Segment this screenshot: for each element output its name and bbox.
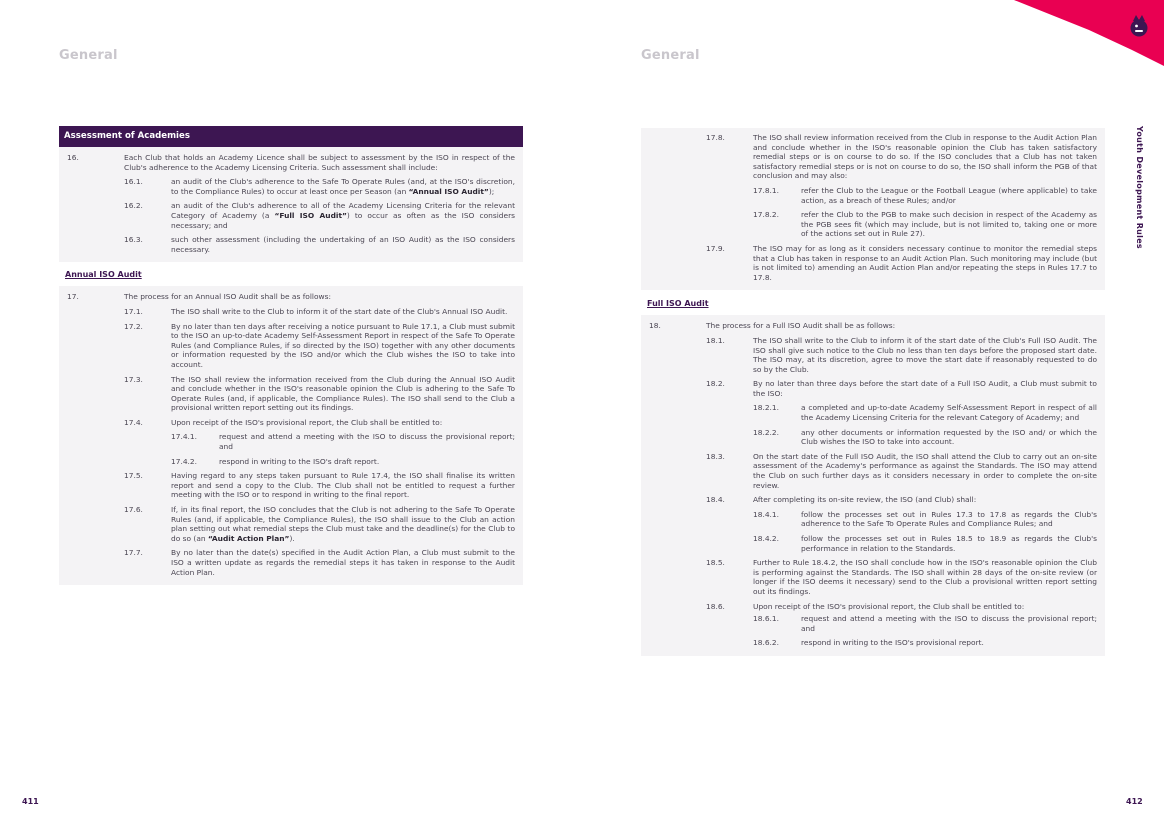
rule-item xyxy=(67,322,515,370)
rule-text-part: ) to occur as often as the ISO considers necessary; and xyxy=(171,210,516,230)
annual-iso-audit-heading: Annual ISO Audit xyxy=(65,270,142,280)
rule-item xyxy=(67,457,515,467)
rule-item xyxy=(67,153,515,172)
rule-number: 17.2. xyxy=(124,321,143,331)
full-iso-audit-heading: Full ISO Audit xyxy=(647,299,709,309)
rule-number: 16.2. xyxy=(124,201,143,211)
rule-number: 18.4. xyxy=(706,495,725,505)
rule-item xyxy=(649,614,1097,633)
rule-text-part: an audit of the Club's adherence to the Safe To Operate Rules (and, at the ISO's discretion, to the Compliance Rules) to occur at least once per Season (an xyxy=(171,177,515,196)
rule-17-continued-panel xyxy=(641,128,1105,290)
rule-text xyxy=(171,505,515,543)
left-column xyxy=(59,126,523,585)
rule-item xyxy=(67,432,515,451)
rule-number: 17.3. xyxy=(124,374,143,384)
right-column xyxy=(641,128,1105,656)
rule-item xyxy=(649,510,1097,529)
defined-term: “Annual ISO Audit” xyxy=(408,186,489,196)
rule-text: The process for a Full ISO Audit shall be as follows: xyxy=(706,321,896,331)
rule-text xyxy=(171,201,515,230)
left-page-header: General xyxy=(59,48,118,63)
rule-item xyxy=(649,186,1097,205)
rule-item xyxy=(649,452,1097,490)
rule-item xyxy=(649,602,1097,612)
rule-text: By no later than three days before the start date of a Full ISO Audit, a Club must submit to the ISO: xyxy=(753,379,1097,398)
rule-item xyxy=(67,292,515,302)
rule-text: After completing its on-site review, the ISO (and Club) shall: xyxy=(753,495,977,505)
rule-number: 16.3. xyxy=(124,235,143,245)
rule-number: 17.8.2. xyxy=(753,210,780,220)
rule-item xyxy=(649,379,1097,398)
rule-number: 17.5. xyxy=(124,471,143,481)
rule-text: such other assessment (including the undertaking of an ISO Audit) as the ISO considers necessary. xyxy=(171,235,515,254)
rule-item xyxy=(649,321,1097,331)
rule-text xyxy=(171,177,515,196)
rule-text: By no later than ten days after receiving a notice pursuant to Rule 17.1, a Club must submit to the ISO an up-to-date Academy Self-Assessment Report in respect of the Safe To Operate Rules (and Compliance Rules, if so directed by the ISO) together with any other documents or information requested by the ISO and/or which the Club wishes the ISO to take into account. xyxy=(171,321,515,369)
rule-text: any other documents or information requested by the ISO and/ or which the Club wishes the ISO to take into account. xyxy=(801,427,1097,447)
rule-item xyxy=(649,495,1097,505)
rule-text-part: ); xyxy=(488,186,495,196)
rule-number: 17.4.2. xyxy=(171,456,198,466)
defined-term: “Full ISO Audit” xyxy=(274,210,347,220)
rule-text: Further to Rule 18.4.2, the ISO shall conclude how in the ISO's reasonable opinion the Club is performing against the Standards. The ISO shall within 28 days of the on-site review (or longer if the ISO deems it necessary) send to the Club a provisional written report setting out its findings. xyxy=(753,558,1097,596)
side-label: Youth Development Rules xyxy=(1135,126,1144,249)
rule-18-panel xyxy=(641,315,1105,656)
rule-text: The ISO may for as long as it considers necessary continue to monitor the remedial steps that a Club has taken in response to an Audit Action Plan. Such monitoring may include (but is not limited to) amending an Audit Action Plan and/or repeating the steps in Rules 17.7 to 17.8. xyxy=(753,243,1097,282)
rule-text: follow the processes set out in Rules 17.3 to 17.8 as regards the Club's adherence to the Safe To Operate Rules and Compliance Rules; and xyxy=(801,509,1097,529)
rule-number: 18.6.2. xyxy=(753,638,780,648)
rule-item xyxy=(649,133,1097,181)
rule-17-panel xyxy=(59,286,523,585)
rule-text: request and attend a meeting with the ISO to discuss the provisional report; and xyxy=(801,614,1097,633)
rule-number: 16. xyxy=(67,153,79,162)
rule-number: 17.6. xyxy=(124,505,143,515)
rule-number: 17.4.1. xyxy=(171,432,198,442)
rule-text: respond in writing to the ISO's provisional report. xyxy=(801,638,984,648)
rule-item xyxy=(649,638,1097,648)
rule-16-panel xyxy=(59,147,523,262)
premier-league-lion-icon xyxy=(1014,0,1164,70)
rule-number: 18.2. xyxy=(706,379,725,389)
rule-item xyxy=(67,307,515,317)
rule-number: 18.3. xyxy=(706,451,725,461)
rule-item xyxy=(649,534,1097,553)
rule-number: 17.9. xyxy=(706,243,725,253)
rule-number: 18.2.2. xyxy=(753,427,780,437)
rule-number: 17.7. xyxy=(124,548,143,558)
rule-text: The ISO shall review information received from the Club in response to the Audit Action Plan and conclude whether in the ISO's reasonable opinion the Club has taken satisfactory remedial steps or is on course to do so. If the ISO concludes that a Club has not taken satisfactory remedial steps or is not on course to do so, the ISO shall inform the PGB of that conclusion and may also: xyxy=(753,133,1097,181)
rule-item xyxy=(67,471,515,500)
rule-text: The ISO shall review the information received from the Club during the Annual ISO Audit and conclude whether in the ISO's reasonable opinion the Club is adhering to the Safe To Operate Rules (and, if applicable, the Compliance Rules). The ISO shall send to the Club a provisional written report setting out its findings. xyxy=(171,374,515,413)
rule-number: 18.2.1. xyxy=(753,403,780,413)
rule-number: 18.4.2. xyxy=(753,534,780,543)
rule-text: By no later than the date(s) specified in the Audit Action Plan, a Club must submit to the ISO a written update as regards the remedial steps it has taken in response to the Audit Action Plan. xyxy=(171,548,515,577)
right-page-header: General xyxy=(641,48,700,63)
rule-item xyxy=(67,177,515,196)
rule-number: 18.1. xyxy=(706,335,725,345)
rule-item xyxy=(649,336,1097,374)
rule-item xyxy=(67,418,515,428)
rule-text: Upon receipt of the ISO's provisional report, the Club shall be entitled to: xyxy=(171,417,443,427)
rule-number: 17.8. xyxy=(706,133,725,142)
rule-text-part: If, in its final report, the ISO concludes that the Club is not adhering to the Safe To Operate Rules (and, if applicable, the Compliance Rules), the ISO shall issue to the Club an action plan setting out what remedial steps the Club must take and the deadline(s) for the Club to do so (an xyxy=(171,505,515,543)
rule-number: 18. xyxy=(649,321,661,331)
section-title: Assessment of Academies xyxy=(59,126,523,147)
rule-item xyxy=(649,403,1097,422)
rule-text: The ISO shall write to the Club to inform it of the start date of the Club's Annual ISO Audit. xyxy=(171,306,508,316)
rule-text: Having regard to any steps taken pursuant to Rule 17.4, the ISO shall finalise its written report and send a copy to the Club. The Club shall not be entitled to request a further meeting with the ISO or to respond in writing to the final report. xyxy=(171,471,515,500)
rule-number: 17.4. xyxy=(124,417,143,427)
rule-number: 18.6. xyxy=(706,601,725,611)
rule-text: The process for an Annual ISO Audit shall be as follows: xyxy=(124,292,332,302)
rule-text: follow the processes set out in Rules 18.5 to 18.9 as regards the Club's performance in relation to the Standards. xyxy=(801,534,1097,553)
right-page-number: 412 xyxy=(1126,797,1143,806)
rule-text: On the start date of the Full ISO Audit, the ISO shall attend the Club to carry out an on-site assessment of the Academy's performance as against the Standards. The ISO may attend the Club on such further days as it considers necessary in order to complete the on-site review. xyxy=(753,451,1097,490)
rule-number: 18.4.1. xyxy=(753,509,780,519)
rule-number: 17.8.1. xyxy=(753,185,780,195)
rule-item xyxy=(649,558,1097,596)
rule-text-part: ). xyxy=(289,533,295,543)
rule-number: 17. xyxy=(67,292,79,302)
rule-text: The ISO shall write to the Club to inform it of the start date of the Club's Full ISO Audit. The ISO shall give such notice to the Club no less than ten days before the proposed start date. The ISO may, at its discretion, agree to move the start date if reasonably requested to do so by the Club. xyxy=(753,335,1097,374)
rule-text: Each Club that holds an Academy Licence shall be subject to assessment by the ISO in respect of the Club's adherence to the Academy Licensing Criteria. Such assessment shall include: xyxy=(124,153,515,172)
rule-text-part: an audit of the Club's adherence to all of the Academy Licensing Criteria for the relevant Category of Academy (a xyxy=(171,201,515,220)
rule-item xyxy=(67,505,515,543)
rule-item xyxy=(67,548,515,577)
rule-text: a completed and up-to-date Academy Self-Assessment Report in respect of all the Academy Licensing Criteria for the relevant Category of Academy; and xyxy=(801,403,1097,423)
rule-text: refer the Club to the League or the Football League (where applicable) to take action, as a breach of these Rules; and/or xyxy=(801,185,1097,205)
rule-number: 18.5. xyxy=(706,558,725,568)
rule-text: request and attend a meeting with the ISO to discuss the provisional report; and xyxy=(219,432,515,452)
rule-text: respond in writing to the ISO's draft report. xyxy=(219,456,380,466)
rule-number: 18.6.1. xyxy=(753,614,780,624)
rule-item xyxy=(649,210,1097,239)
rule-item xyxy=(649,428,1097,447)
rule-number: 17.1. xyxy=(124,306,143,316)
rule-item xyxy=(649,244,1097,282)
rule-item xyxy=(67,375,515,413)
rule-number: 16.1. xyxy=(124,177,143,187)
left-page-number: 411 xyxy=(22,797,39,806)
rule-item xyxy=(67,235,515,254)
rule-item xyxy=(67,201,515,230)
defined-term: “Audit Action Plan” xyxy=(207,533,290,543)
rule-text: Upon receipt of the ISO's provisional report, the Club shall be entitled to: xyxy=(753,601,1025,611)
rule-text: refer the Club to the PGB to make such decision in respect of the Academy as the PGB sees fit (which may include, but is not limited to, taking one or more of the actions set out in Rule 27). xyxy=(801,210,1097,239)
